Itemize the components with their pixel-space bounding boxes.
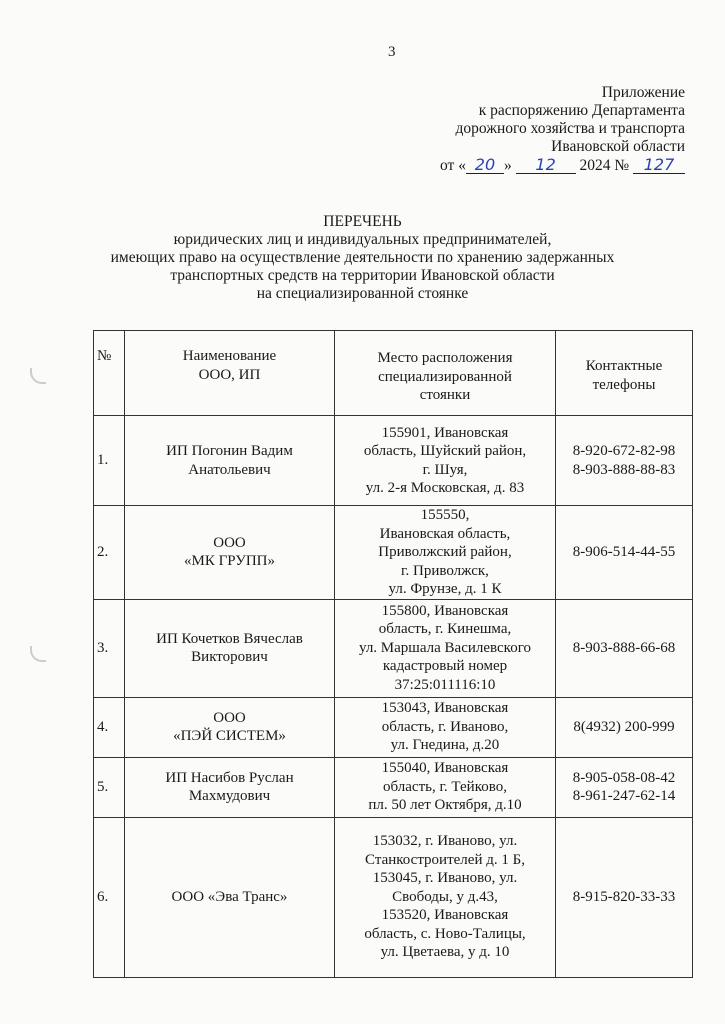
table-row xyxy=(94,817,693,977)
parking-address: 155040, Ивановская область, г. Тейково, пл. 50 лет Октября, д.10 xyxy=(335,757,556,817)
appendix-date-line xyxy=(440,156,685,175)
page-number: 3 xyxy=(388,44,396,60)
contact-phones: 8-906-514-44-55 xyxy=(556,506,693,600)
row-number: 3. xyxy=(94,599,125,697)
title-line: имеющих право на осуществление деятельности по хранению задержанных xyxy=(110,249,615,266)
org-name: ООО «МК ГРУПП» xyxy=(125,506,335,600)
year-number-label: 2024 № xyxy=(579,157,630,174)
header-address: Место расположения специализированной стоянки xyxy=(335,331,556,416)
title-line: юридических лиц и индивидуальных предпринимателей, xyxy=(173,231,552,248)
handwritten-month: 12 xyxy=(516,156,576,174)
document-title xyxy=(0,213,725,303)
appendix-line: Приложение xyxy=(601,84,685,101)
row-number: 5. xyxy=(94,757,125,817)
org-name: ИП Погонин Вадим Анатольевич xyxy=(125,416,335,506)
org-name: ИП Насибов Руслан Махмудович xyxy=(125,757,335,817)
header-name: Наименование ООО, ИП xyxy=(125,331,335,416)
date-prefix: от « xyxy=(440,157,466,174)
parking-address: 153043, Ивановская область, г. Иваново, ул. Гнедина, д.20 xyxy=(335,697,556,757)
handwritten-day: 20 xyxy=(466,156,504,174)
org-name: ООО «ПЭЙ СИСТЕМ» xyxy=(125,697,335,757)
punch-hole-mark xyxy=(30,646,46,662)
appendix-header xyxy=(440,84,685,175)
row-number: 4. xyxy=(94,697,125,757)
title-line: на специализированной стоянке xyxy=(256,285,469,302)
table-row xyxy=(94,757,693,817)
row-number: 6. xyxy=(94,817,125,977)
contact-phones: 8-915-820-33-33 xyxy=(556,817,693,977)
contact-phones: 8-905-058-08-42 8-961-247-62-14 xyxy=(556,757,693,817)
punch-hole-mark xyxy=(30,368,46,384)
row-number: 2. xyxy=(94,506,125,600)
parking-address: 153032, г. Иваново, ул. Станкостроителей д. 1 Б, 153045, г. Иваново, ул. Свободы, у д.43, 153520, Ивановская область, с. Ново-Талицы, ул. Цветаева, у д. 10 xyxy=(335,817,556,977)
contact-phones: 8(4932) 200-999 xyxy=(556,697,693,757)
table-row xyxy=(94,416,693,506)
parking-address: 155550, Ивановская область, Приволжский район, г. Приволжск, ул. Фрунзе, д. 1 К xyxy=(335,506,556,600)
appendix-line: Ивановской области xyxy=(551,138,685,155)
parking-list-table xyxy=(93,330,693,978)
table-header-row xyxy=(94,331,693,416)
appendix-line: к распоряжению Департамента xyxy=(478,102,685,119)
row-number: 1. xyxy=(94,416,125,506)
contact-phones: 8-903-888-66-68 xyxy=(556,599,693,697)
table-row xyxy=(94,599,693,697)
header-num: № xyxy=(94,331,125,416)
title-heading: ПЕРЕЧЕНЬ xyxy=(323,213,402,230)
date-mid: » xyxy=(503,157,512,174)
contact-phones: 8-920-672-82-98 8-903-888-88-83 xyxy=(556,416,693,506)
org-name: ИП Кочетков Вячеслав Викторович xyxy=(125,599,335,697)
title-line: транспортных средств на территории Ивановской области xyxy=(170,267,555,284)
header-phones: Контактные телефоны xyxy=(556,331,693,416)
table-row xyxy=(94,697,693,757)
table-row xyxy=(94,506,693,600)
org-name: ООО «Эва Транс» xyxy=(125,817,335,977)
appendix-line: дорожного хозяйства и транспорта xyxy=(455,120,685,137)
parking-address: 155901, Ивановская область, Шуйский район, г. Шуя, ул. 2-я Московская, д. 83 xyxy=(335,416,556,506)
handwritten-number: 127 xyxy=(633,156,685,174)
parking-address: 155800, Ивановская область, г. Кинешма, ул. Маршала Василевского кадастровый номер 37:25:011116:10 xyxy=(335,599,556,697)
